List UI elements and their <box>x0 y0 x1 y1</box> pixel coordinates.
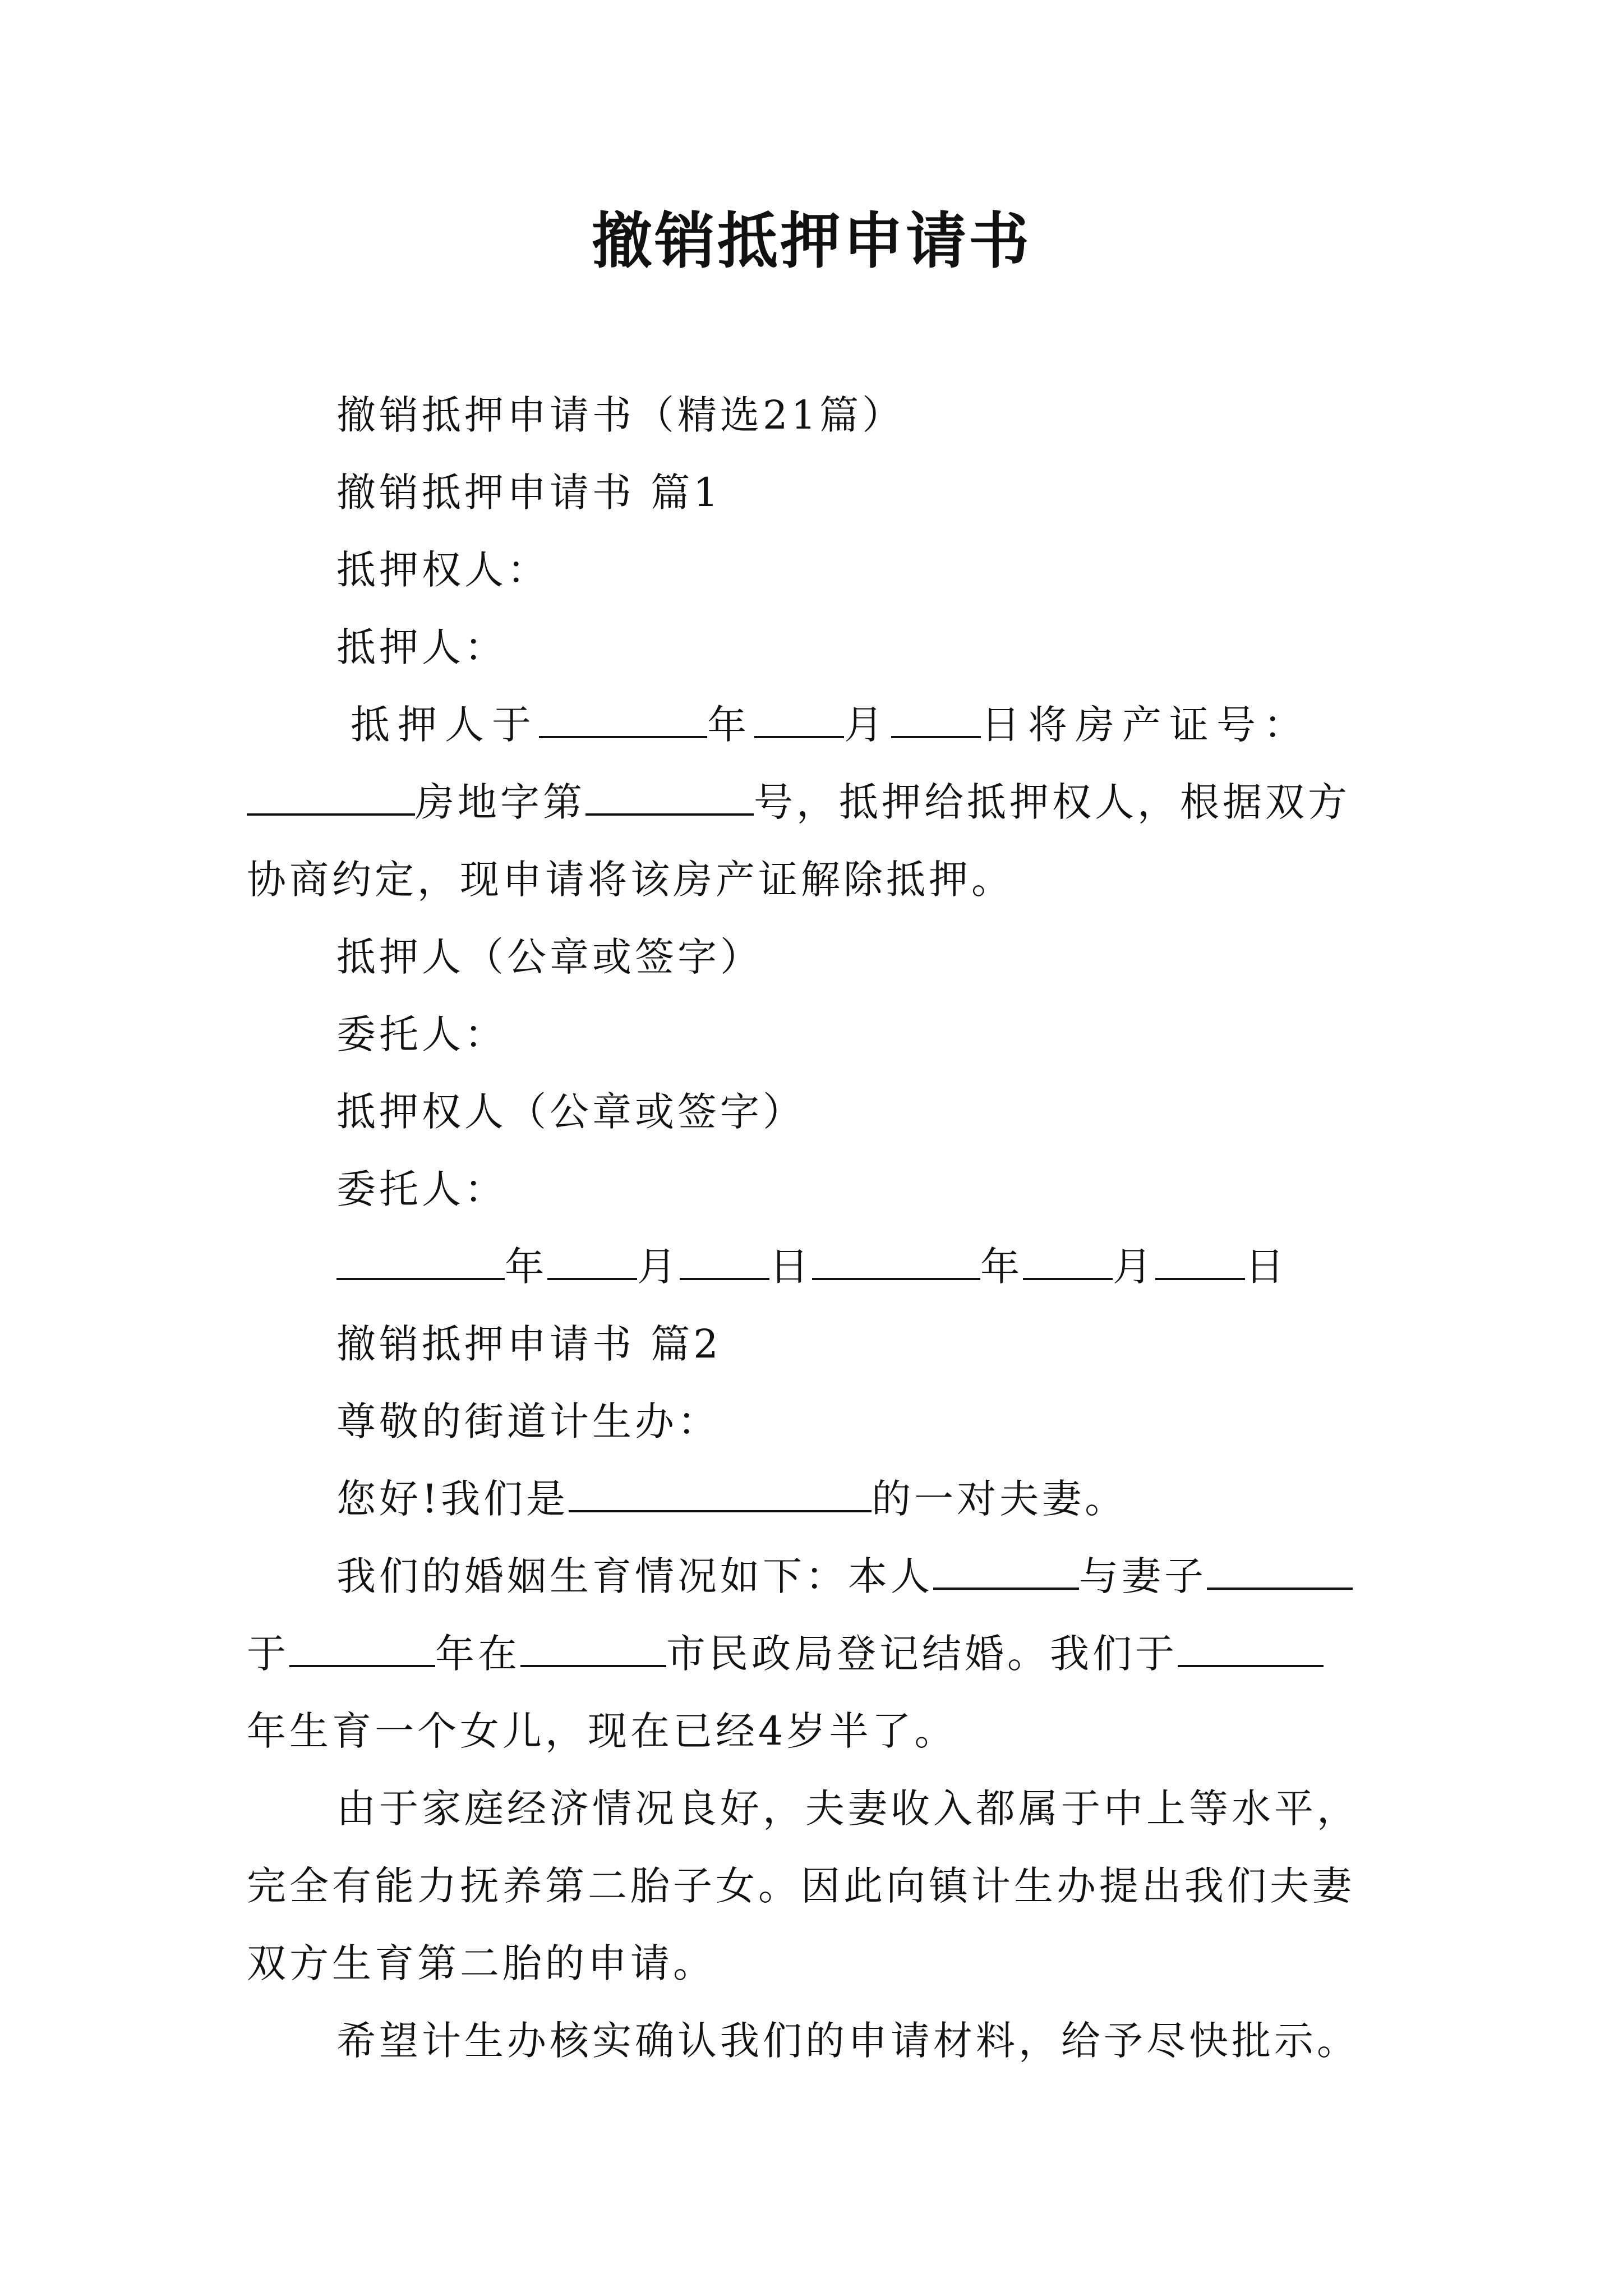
agent-label-2: 委托人： <box>336 1166 507 1212</box>
greeting-line <box>336 1471 1481 1527</box>
certificate-number-line <box>247 774 1391 830</box>
date-day-label-2: 日 <box>1245 1244 1288 1290</box>
date-day-label-1: 日 <box>769 1244 812 1290</box>
date-year-label-1: 年 <box>505 1244 547 1290</box>
mortgage-text-d: 日将房产证号： <box>981 702 1311 748</box>
date-month-blank-2 <box>1023 1244 1113 1280</box>
date-year-blank-1 <box>336 1244 505 1280</box>
marriage-text-b: 与妻子 <box>1079 1553 1207 1599</box>
couple-location-blank <box>569 1476 872 1512</box>
date-month-label-2: 月 <box>1113 1244 1155 1290</box>
birth-year-blank <box>1178 1631 1324 1667</box>
greeting-text-b: 的一对夫妻。 <box>872 1476 1128 1522</box>
year-blank <box>539 702 707 738</box>
month-blank <box>754 702 844 738</box>
registration-text-b: 年在 <box>435 1631 520 1677</box>
registration-line <box>247 1626 1391 1682</box>
date-day-blank-1 <box>680 1244 769 1280</box>
wife-name-blank <box>1207 1554 1353 1590</box>
document-title: 撤销抵押申请书 <box>591 206 1031 277</box>
registration-text-a: 于 <box>247 1631 289 1677</box>
city-blank <box>520 1631 666 1667</box>
mortgagee-label: 抵押权人： <box>336 547 550 593</box>
mortgagee-seal-label: 抵押权人（公章或签字） <box>336 1089 805 1135</box>
section-heading-1: 撤销抵押申请书 篇1 <box>336 470 722 516</box>
child-line: 年生育一个女儿，现在已经4岁半了。 <box>247 1708 957 1754</box>
request-line: 希望计生办核实确认我们的申请材料，给予尽快批示。 <box>336 2018 1359 2064</box>
greeting-text-a: 您好!我们是 <box>336 1476 569 1522</box>
certificate-number-blank <box>585 780 754 816</box>
date-year-label-2: 年 <box>980 1244 1023 1290</box>
registration-text-c: 市民政局登记结婚。我们于 <box>666 1631 1178 1677</box>
section-heading-2: 撤销抵押申请书 篇2 <box>336 1321 722 1367</box>
date-month-label-1: 月 <box>637 1244 680 1290</box>
salutation-line: 尊敬的街道计生办： <box>336 1398 720 1444</box>
reason-line-2: 完全有能力抚养第二胎子女。因此向镇计生办提出我们夫妻 <box>247 1863 1355 1909</box>
certificate-prefix-blank <box>247 780 415 816</box>
marriage-text-a: 我们的婚姻生育情况如下：本人 <box>336 1553 933 1599</box>
agreement-line: 协商约定，现申请将该房产证解除抵押。 <box>247 857 1014 903</box>
agent-label-1: 委托人： <box>336 1011 507 1057</box>
mortgagor-seal-label: 抵押人（公章或签字） <box>336 934 763 980</box>
reason-line-3: 双方生育第二胎的申请。 <box>247 1940 716 1986</box>
marriage-info-line <box>336 1548 1481 1604</box>
signature-date-line <box>336 1239 1481 1295</box>
mortgage-text-b: 年 <box>707 702 754 748</box>
mortgage-text-a: 抵押人于 <box>351 702 539 748</box>
certificate-text-b: 号，抵押给抵押权人，根据双方 <box>754 779 1350 825</box>
mortgage-text-c: 月 <box>844 702 891 748</box>
mortgagor-label: 抵押人： <box>336 624 507 670</box>
certificate-text-a: 房地字第 <box>415 779 585 825</box>
subtitle-line: 撤销抵押申请书（精选21篇） <box>336 392 905 438</box>
reason-line-1: 由于家庭经济情况良好，夫妻收入都属于中上等水平， <box>336 1786 1359 1832</box>
day-blank <box>891 702 981 738</box>
husband-name-blank <box>933 1554 1079 1590</box>
mortgage-date-line <box>351 697 1495 753</box>
marriage-year-blank <box>289 1631 435 1667</box>
date-year-blank-2 <box>812 1244 980 1280</box>
date-day-blank-2 <box>1155 1244 1245 1280</box>
date-month-blank-1 <box>547 1244 637 1280</box>
